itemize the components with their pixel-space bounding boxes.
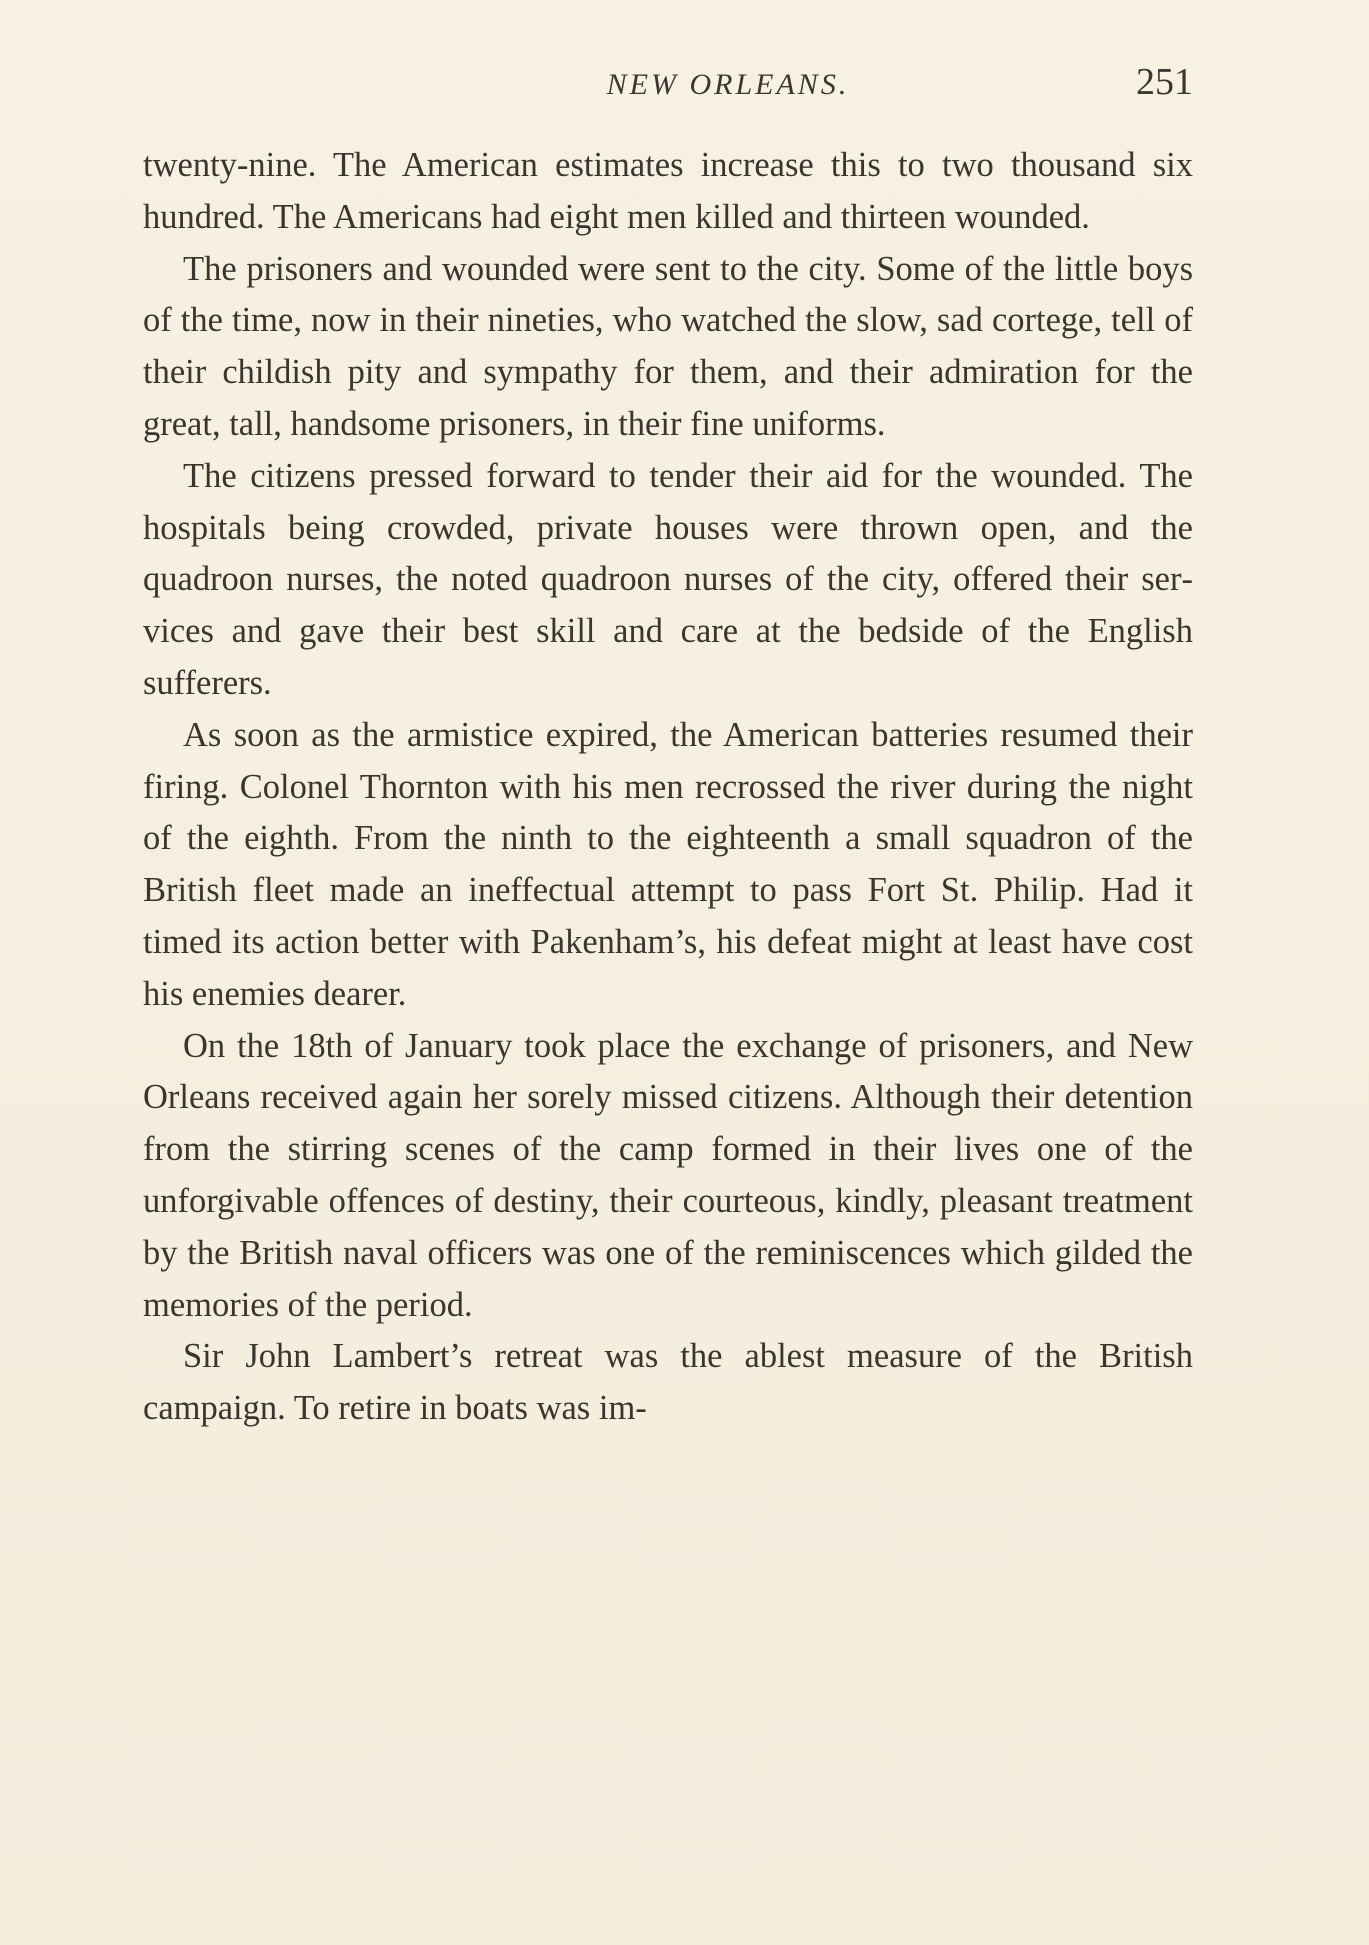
- body-text: [143, 140, 1193, 1435]
- paragraph: On the 18th of January took place the exchange of prisoners, and New Orleans received again her sorely missed citizens. Although their detention from the stirring scenes of the camp formed in their lives one of the unforgivable offences of destiny, their courteous, kindly, pleasant treatment by the British naval officers was one of the reminiscences which gilded the memories of the period.: [143, 1026, 1193, 1324]
- paragraph: As soon as the armistice expired, the American batteries resumed their firing. Colonel Thornton with his men recrossed the river during the night of the eighth. From the ninth to the eighteenth a small squadron of the British fleet made an ineffectual attempt to pass Fort St. Philip. Had it timed its action better with Pakenham’s, his defeat might at least have cost his enemies dearer.: [143, 715, 1193, 1013]
- running-title: NEW ORLEANS.: [606, 68, 850, 101]
- paragraph: The citizens pressed forward to tender their aid for the wounded. The hospitals being crowded, private houses were thrown open, and the quadroon nurses, the noted quadroon nurses of the city, offered their services and gave their best skill and care at the bedside of the English sufferers.: [143, 456, 1193, 702]
- paragraph: twenty-nine. The American estimates increase this to two thousand six hundred. The Americans had eight men killed and thirteen wounded.: [143, 146, 1193, 236]
- paragraph: Sir John Lambert’s retreat was the ablest measure of the British campaign. To retire in boats was im-: [143, 1337, 1193, 1428]
- paragraph: The prisoners and wounded were sent to the city. Some of the little boys of the time, now in their nineties, who watched the slow, sad cortege, tell of their childish pity and sympathy for them, and their admiration for the great, tall, handsome prisoners, in their fine uniforms.: [143, 249, 1193, 443]
- page-header: [143, 60, 1193, 110]
- page-number: 251: [1136, 61, 1193, 103]
